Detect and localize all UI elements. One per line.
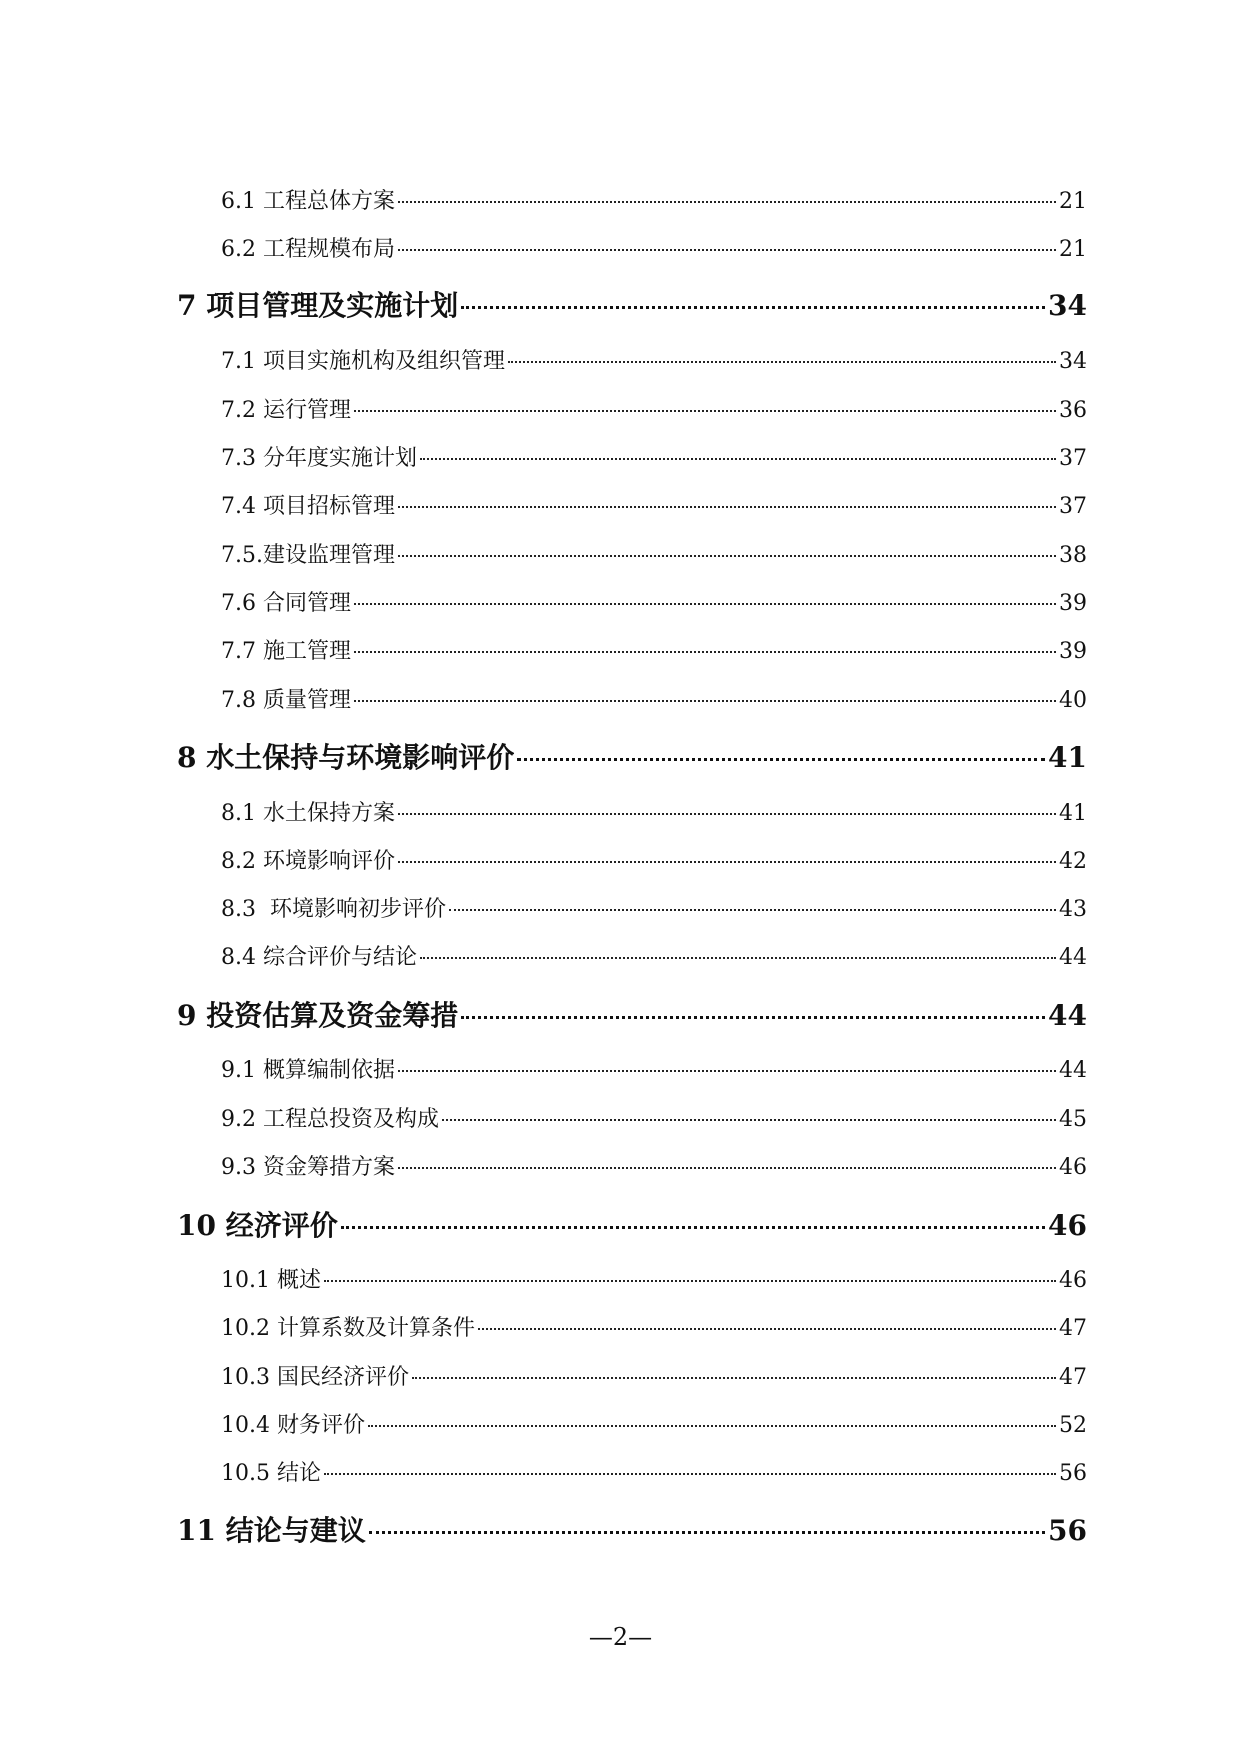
toc-entry-label: 9.1 概算编制依据 <box>221 1058 395 1083</box>
toc-entry-label: 10.3 国民经济评价 <box>221 1365 409 1390</box>
toc-entry-7-3[interactable] <box>221 444 1087 474</box>
toc-chapter-7[interactable] <box>177 288 1087 324</box>
toc-entry-page: 37 <box>1059 446 1087 471</box>
toc-entry-page: 40 <box>1059 688 1087 713</box>
toc-chapter-page: 41 <box>1048 741 1087 774</box>
toc-chapter-label: 10 经济评价 <box>177 1209 338 1242</box>
toc-entry-page: 46 <box>1059 1155 1087 1180</box>
dot-leader <box>449 909 1056 911</box>
dot-leader <box>354 651 1056 653</box>
dot-leader <box>354 410 1056 412</box>
toc-entry-page: 39 <box>1059 591 1087 616</box>
toc-entry-label: 9.2 工程总投资及构成 <box>221 1107 439 1132</box>
toc-entry-label: 10.5 结论 <box>221 1461 321 1486</box>
toc-entry-7-2[interactable] <box>221 396 1087 426</box>
toc-entry-6-1[interactable] <box>221 187 1087 217</box>
toc-entry-8-3[interactable] <box>221 895 1087 925</box>
toc-entry-page: 56 <box>1059 1461 1087 1486</box>
dot-leader <box>420 957 1056 959</box>
toc-chapter-10[interactable] <box>177 1208 1087 1244</box>
toc-entry-page: 41 <box>1059 801 1087 826</box>
toc-chapter-page: 56 <box>1048 1514 1087 1547</box>
toc-entry-label: 7.4 项目招标管理 <box>221 494 395 519</box>
toc-entry-page: 52 <box>1059 1413 1087 1438</box>
toc-entry-page: 37 <box>1059 494 1087 519</box>
toc-entry-label: 7.3 分年度实施计划 <box>221 446 417 471</box>
dot-leader <box>461 306 1045 309</box>
dot-leader <box>324 1280 1056 1282</box>
toc-entry-8-2[interactable] <box>221 847 1087 877</box>
toc-entry-page: 47 <box>1059 1316 1087 1341</box>
toc-entry-7-7[interactable] <box>221 637 1087 667</box>
toc-entry-page: 43 <box>1059 897 1087 922</box>
toc-entry-10-4[interactable] <box>221 1411 1087 1441</box>
toc-entry-label: 7.6 合同管理 <box>221 591 351 616</box>
toc-entry-7-8[interactable] <box>221 686 1087 716</box>
toc-entry-page: 44 <box>1059 945 1087 970</box>
toc-entry-page: 47 <box>1059 1365 1087 1390</box>
toc-chapter-11[interactable] <box>177 1513 1087 1549</box>
toc-entry-label: 7.7 施工管理 <box>221 639 351 664</box>
dot-leader <box>398 249 1056 251</box>
toc-entry-label: 8.1 水土保持方案 <box>221 801 395 826</box>
toc-entry-10-1[interactable] <box>221 1266 1087 1296</box>
toc-entry-page: 44 <box>1059 1058 1087 1083</box>
dot-leader <box>341 1226 1045 1229</box>
page-number: —2— <box>588 1623 653 1651</box>
dot-leader <box>461 1016 1045 1019</box>
toc-entry-10-3[interactable] <box>221 1363 1087 1393</box>
toc-chapter-9[interactable] <box>177 998 1087 1034</box>
toc-entry-9-3[interactable] <box>221 1153 1087 1183</box>
toc-entry-label: 10.2 计算系数及计算条件 <box>221 1316 475 1341</box>
dot-leader <box>478 1328 1056 1330</box>
toc-entry-page: 21 <box>1059 237 1087 262</box>
dot-leader <box>398 506 1056 508</box>
toc-chapter-8[interactable] <box>177 740 1087 776</box>
toc-entry-label: 8.3 环境影响初步评价 <box>221 897 446 922</box>
toc-entry-10-5[interactable] <box>221 1459 1087 1489</box>
toc-entry-page: 42 <box>1059 849 1087 874</box>
toc-chapter-page: 44 <box>1048 999 1087 1032</box>
toc-chapter-label: 11 结论与建议 <box>177 1514 366 1547</box>
toc-entry-label: 10.4 财务评价 <box>221 1413 365 1438</box>
toc-chapter-page: 34 <box>1048 289 1087 322</box>
toc-entry-label: 7.2 运行管理 <box>221 398 351 423</box>
toc-entry-7-5[interactable] <box>221 541 1087 571</box>
toc-chapter-label: 9 投资估算及资金筹措 <box>177 999 459 1032</box>
toc-entry-label: 7.1 项目实施机构及组织管理 <box>221 349 505 374</box>
toc-chapter-page: 46 <box>1048 1209 1087 1242</box>
toc-entry-label: 7.8 质量管理 <box>221 688 351 713</box>
toc-chapter-label: 7 项目管理及实施计划 <box>177 289 459 322</box>
dot-leader <box>420 458 1056 460</box>
dot-leader <box>354 700 1056 702</box>
dot-leader <box>398 555 1056 557</box>
toc-entry-label: 6.1 工程总体方案 <box>221 189 395 214</box>
toc-entry-6-2[interactable] <box>221 235 1087 265</box>
toc-entry-page: 21 <box>1059 189 1087 214</box>
toc-entry-8-1[interactable] <box>221 799 1087 829</box>
toc-entry-label: 9.3 资金筹措方案 <box>221 1155 395 1180</box>
dot-leader <box>517 758 1045 761</box>
dot-leader <box>354 603 1056 605</box>
toc-entry-label: 6.2 工程规模布局 <box>221 237 395 262</box>
toc-chapter-label: 8 水土保持与环境影响评价 <box>177 741 515 774</box>
toc-entry-9-2[interactable] <box>221 1105 1087 1135</box>
dot-leader <box>324 1473 1056 1475</box>
toc-entry-page: 39 <box>1059 639 1087 664</box>
dot-leader <box>398 1167 1056 1169</box>
toc-entry-label: 8.4 综合评价与结论 <box>221 945 417 970</box>
toc-entry-10-2[interactable] <box>221 1314 1087 1344</box>
dot-leader <box>398 813 1056 815</box>
toc-entry-7-6[interactable] <box>221 589 1087 619</box>
toc-entry-page: 38 <box>1059 543 1087 568</box>
toc-entry-label: 8.2 环境影响评价 <box>221 849 395 874</box>
toc-entry-label: 10.1 概述 <box>221 1268 321 1293</box>
dot-leader <box>369 1531 1045 1534</box>
toc-entry-8-4[interactable] <box>221 943 1087 973</box>
toc-entry-7-4[interactable] <box>221 492 1087 522</box>
dot-leader <box>398 1070 1056 1072</box>
toc-entry-label: 7.5.建设监理管理 <box>221 543 395 568</box>
toc-entry-page: 36 <box>1059 398 1087 423</box>
dot-leader <box>412 1377 1056 1379</box>
dot-leader <box>368 1425 1056 1427</box>
toc-entry-page: 34 <box>1059 349 1087 374</box>
toc-entry-page: 45 <box>1059 1107 1087 1132</box>
dot-leader <box>398 201 1056 203</box>
dot-leader <box>508 361 1056 363</box>
dot-leader <box>442 1119 1056 1121</box>
dot-leader <box>398 861 1056 863</box>
toc-entry-page: 46 <box>1059 1268 1087 1293</box>
toc-entry-9-1[interactable] <box>221 1056 1087 1086</box>
toc-entry-7-1[interactable] <box>221 347 1087 377</box>
